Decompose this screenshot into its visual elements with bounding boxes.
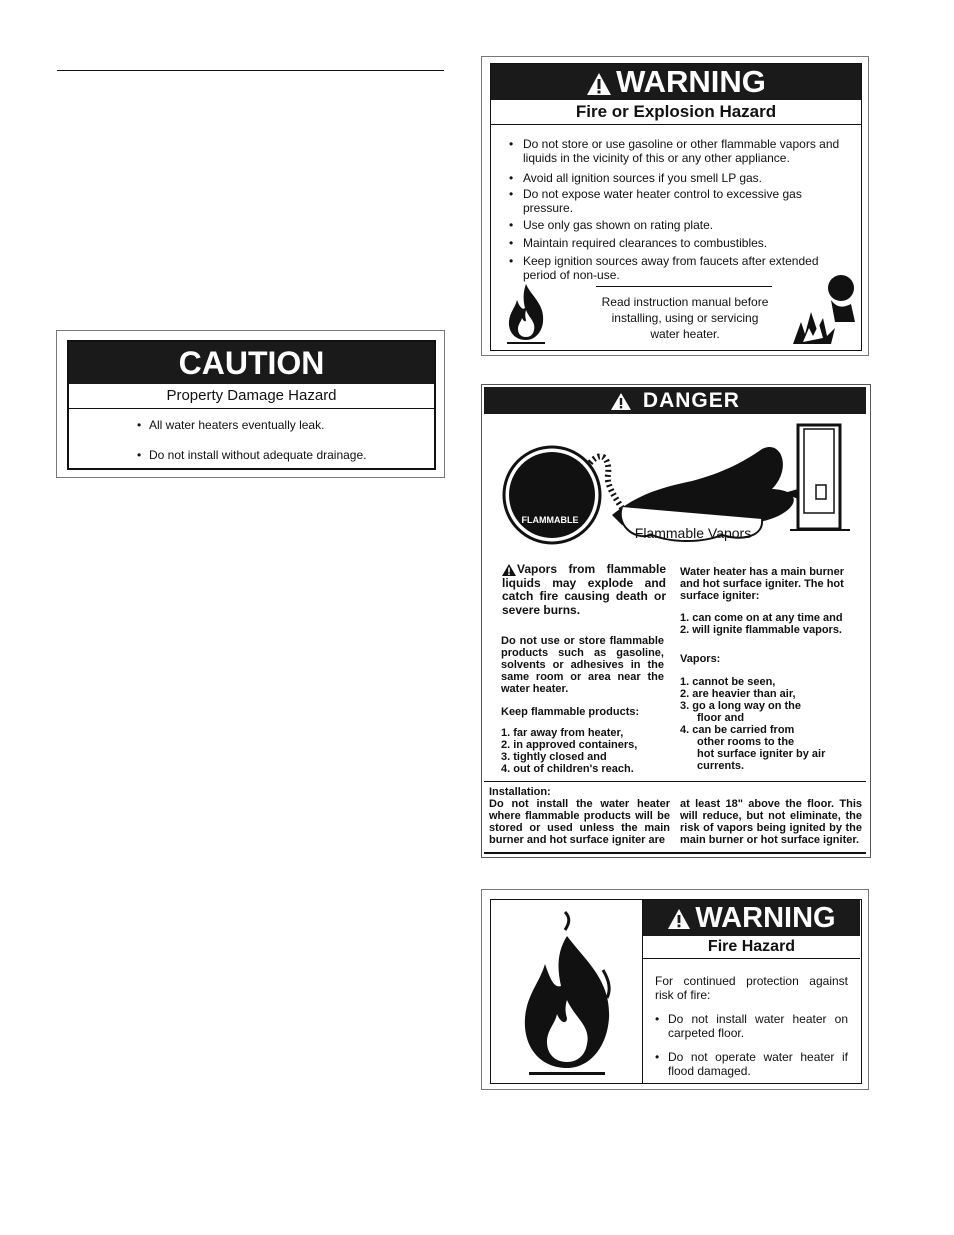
caution-subtitle: Property Damage Hazard [69, 384, 434, 409]
vapors-list: 1. cannot be seen, 2. are heavier than air, 3. go a long way on the floor and 4. can be carried from other rooms to the hot surface igniter by air currents. [680, 676, 826, 772]
warning-fire-label [481, 889, 869, 1090]
warning-fire-subtitle: Fire Hazard [643, 936, 860, 959]
fire-intro: For continued protection against risk of fire: [655, 974, 848, 1002]
bullet-icon: • [509, 187, 514, 201]
caution-item: • Do not install without adequate drainage. [137, 448, 367, 462]
caution-title: CAUTION [69, 342, 434, 384]
warning-triangle-icon [610, 392, 632, 411]
installation-heading: Installation: [489, 786, 551, 798]
heater-list: 1. can come on at any time and 2. will ignite flammable vapors. [680, 612, 843, 636]
divider-line [596, 286, 772, 287]
warning-explosion-label [481, 56, 869, 356]
keep-list: 1. far away from heater, 2. in approved containers, 3. tightly closed and 4. out of children's reach. [501, 727, 638, 775]
vapors-warning: Vapors from flammable liquids may explode and catch fire causing death or severe burns. [502, 562, 666, 617]
flammable-can-label: FLAMMABLE [521, 515, 579, 525]
warning-explosion-subtitle: Fire or Explosion Hazard [491, 100, 861, 125]
bullet-icon: • [509, 137, 514, 151]
warning-explosion-inner [490, 63, 862, 351]
explosion-person-icon [791, 272, 859, 346]
caution-inner-box [67, 340, 436, 470]
caution-item: • All water heaters eventually leak. [137, 418, 325, 432]
top-rule [57, 70, 444, 71]
bullet-icon: • [509, 218, 514, 232]
fire-icon [501, 282, 551, 346]
warning-triangle-icon [667, 908, 691, 930]
warning-item: • Maintain required clearances to combustibles. [509, 236, 768, 250]
installation-text-right: at least 18" above the floor. This will reduce, but not eliminate, the risk of vapors being ignited by the main burner or hot surface igniter. [680, 798, 862, 846]
warning-item: • Keep ignition sources away from faucets after extended period of non-use. [509, 254, 819, 282]
installation-box [484, 781, 866, 854]
fire-icon [515, 908, 619, 1078]
bullet-icon: • [655, 1012, 660, 1026]
keep-heading: Keep flammable products: [501, 706, 640, 718]
bullet-icon: • [655, 1050, 660, 1064]
warning-triangle-icon [502, 564, 516, 576]
bullet-icon: • [509, 171, 514, 185]
flammable-vapors-label: Flammable Vapors [634, 525, 752, 541]
danger-label [481, 384, 871, 858]
vapors-heading: Vapors: [680, 653, 721, 665]
warning-explosion-title: WARNING [491, 64, 861, 100]
warning-item: • Use only gas shown on rating plate. [509, 218, 714, 232]
fire-item: • Do not install water heater on carpeted floor. [655, 1012, 848, 1040]
warning-item: • Do not expose water heater control to excessive gas pressure. [509, 187, 802, 215]
bullet-icon: • [137, 418, 142, 432]
read-manual-text: Read instruction manual before installing, using or servicing water heater. [601, 295, 769, 341]
installation-text-left: Do not install the water heater where flammable products will be stored or used unless the main burner and hot surface igniter are [489, 798, 670, 846]
danger-title: DANGER [484, 387, 866, 414]
do-not-use-text: Do not use or store flammable products such as gasoline, solvents or adhesives in the same room or area near the water heater. [501, 635, 664, 695]
warning-item: • Avoid all ignition sources if you smell LP gas. [509, 171, 763, 185]
bullet-icon: • [137, 448, 142, 462]
warning-fire-inner [490, 899, 862, 1084]
bullet-icon: • [509, 236, 514, 250]
warning-fire-title: WARNING [643, 900, 860, 936]
warning-item: • Do not store or use gasoline or other flammable vapors and liquids in the vicinity of this or any other appliance. [509, 137, 840, 165]
warning-triangle-icon [586, 72, 612, 96]
heater-text: Water heater has a main burner and hot surface igniter. The hot surface igniter: [680, 566, 845, 602]
bullet-icon: • [509, 254, 514, 268]
fire-item: • Do not operate water heater if flood damaged. [655, 1050, 848, 1078]
caution-label [56, 330, 445, 478]
